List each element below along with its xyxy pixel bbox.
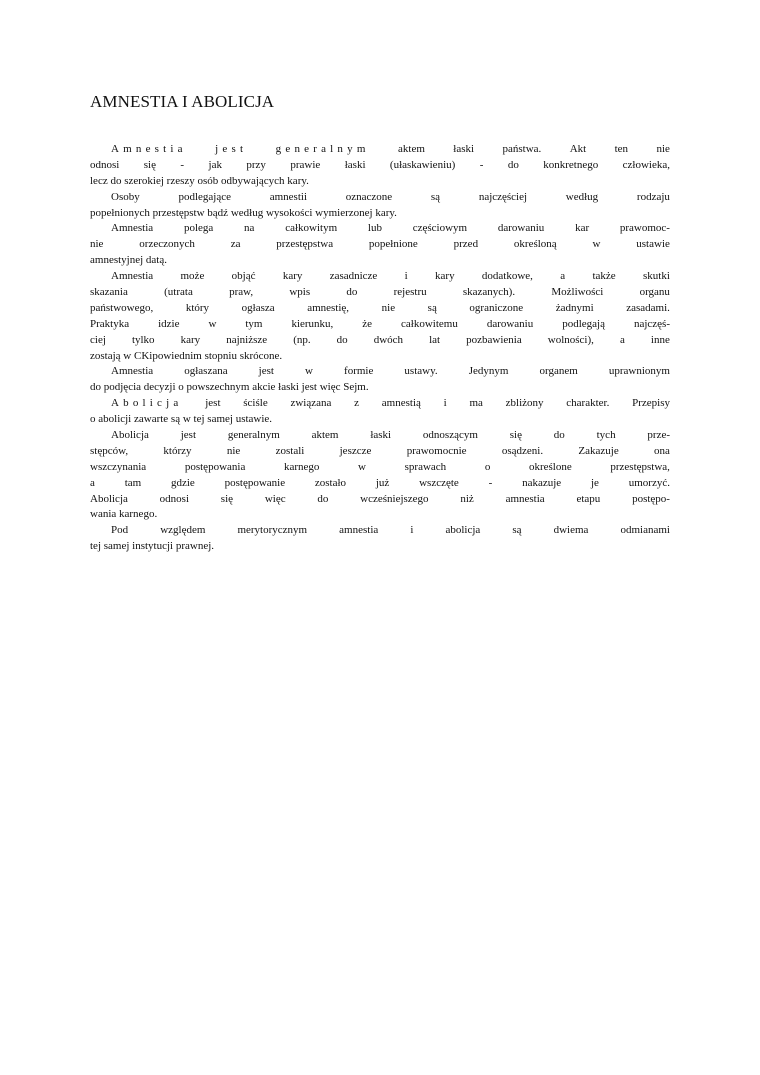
text-line: ciej tylko kary najniższe (np. do dwóch lat pozbawienia wolności), a inne bbox=[90, 333, 670, 346]
text-line: Amnestia ogłaszana jest w formie ustawy. Jedynym organem uprawnionym bbox=[111, 365, 670, 378]
text-line: wania karnego. bbox=[90, 508, 158, 521]
text-line: wszczynania postępowania karnego w sprawach o określone przestępstwa, bbox=[90, 460, 670, 473]
text-line: stępców, którzy nie zostali jeszcze prawomocnie osądzeni. Zakazuje ona bbox=[90, 444, 670, 457]
text-line: odnosi się - jak przy prawie łaski (ułaskawieniu) - do konkretnego człowieka, bbox=[90, 158, 670, 171]
text-line: Abolicja jest ściśle związana z amnestią i ma zbliżony charakter. Przepisy bbox=[111, 397, 670, 410]
text-line: do podjęcia decyzji o powszechnym akcie łaski jest więc Sejm. bbox=[90, 381, 369, 394]
text-line: państwowego, który ogłasza amnestię, nie są ograniczone żadnymi zasadami. bbox=[90, 301, 670, 314]
document-body bbox=[90, 142, 670, 555]
document-title: AMNESTIA I ABOLICJA bbox=[90, 92, 275, 111]
text-line: Amnestia jest generalnym aktem łaski państwa. Akt ten nie bbox=[111, 143, 670, 155]
text-line: popełnionych przestępstw bądź według wysokości wymierzonej kary. bbox=[90, 206, 397, 219]
text-line: Amnestia polega na całkowitym lub częściowym darowaniu kar prawomoc- bbox=[111, 222, 670, 235]
text-line: lecz do szerokiej rzeszy osób odbywających kary. bbox=[90, 174, 309, 187]
text-line: Abolicja odnosi się więc do wcześniejszego niż amnestia etapu postępo- bbox=[90, 492, 670, 505]
text-line: skazania (utrata praw, wpis do rejestru skazanych). Możliwości organu bbox=[90, 286, 670, 299]
text-line: a tam gdzie postępowanie zostało już wszczęte - nakazuje je umorzyć. bbox=[90, 476, 670, 489]
text-line: Abolicja jest generalnym aktem łaski odnoszącym się do tych prze- bbox=[111, 429, 670, 442]
text-line: o abolicji zawarte są w tej samej ustawie. bbox=[90, 413, 273, 426]
text-line: nie orzeczonych za przestępstwa popełnione przed określoną w ustawie bbox=[90, 238, 670, 251]
text-line: Osoby podlegające amnestii oznaczone są najczęściej według rodzaju bbox=[111, 190, 670, 203]
text-line: Pod względem merytorycznym amnestia i abolicja są dwiema odmianami bbox=[111, 524, 670, 537]
text-line: amnestyjnej datą. bbox=[90, 254, 167, 267]
text-line: Amnestia może objąć kary zasadnicze i kary dodatkowe, a także skutki bbox=[111, 270, 670, 283]
text-line: Praktyka idzie w tym kierunku, że całkowitemu darowaniu podlegają najczęś- bbox=[90, 317, 670, 330]
text-line: zostają w CKipowiednim stopniu skrócone. bbox=[90, 349, 283, 362]
text-line: tej samej instytucji prawnej. bbox=[90, 540, 215, 553]
